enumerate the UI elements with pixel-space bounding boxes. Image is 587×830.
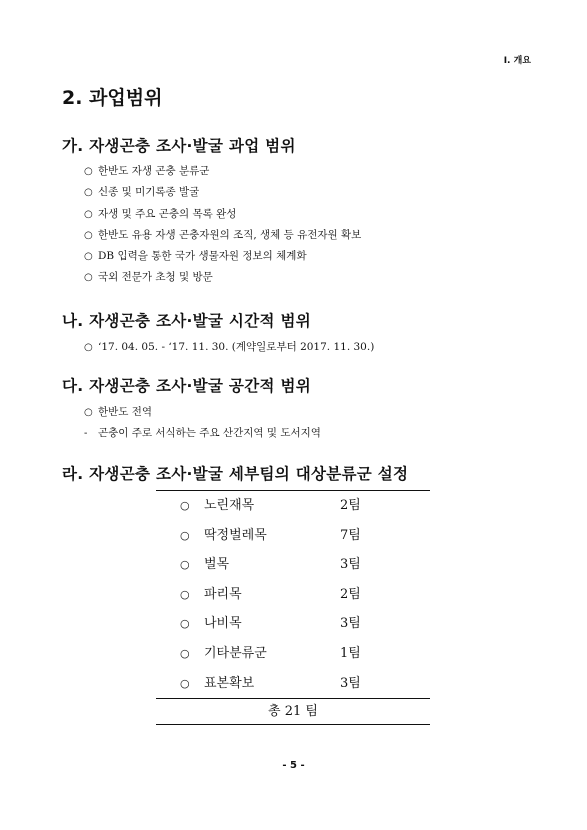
section-heading: 다. 자생곤충 조사·발굴 공간적 범위 xyxy=(62,377,311,395)
table-row xyxy=(156,550,430,580)
circle-bullet-icon: ○ xyxy=(180,676,190,690)
section-heading: 라. 자생곤충 조사·발굴 세부팀의 대상분류군 설정 xyxy=(62,465,409,483)
circle-bullet-icon: ○ xyxy=(84,229,93,241)
list-item xyxy=(62,225,361,246)
circle-bullet-icon: ○ xyxy=(84,208,93,220)
table-row xyxy=(156,491,430,521)
list-item-text: 자생 및 주요 곤충의 목록 완성 xyxy=(98,207,237,220)
list-item-text: 곤충이 주로 서식하는 주요 산간지역 및 도서지역 xyxy=(98,427,321,440)
team-count: 3팀 xyxy=(340,675,361,691)
list-item xyxy=(62,402,321,423)
circle-bullet-icon: ○ xyxy=(180,558,190,572)
list-item xyxy=(62,204,361,225)
list-item-text: 한반도 자생 곤충 분류군 xyxy=(98,165,210,177)
taxon-name: 노린재목 xyxy=(204,498,255,513)
taxon-name: 벌목 xyxy=(204,557,230,573)
page-title: 2. 과업범위 xyxy=(62,87,163,109)
table-row xyxy=(156,669,430,699)
dash-bullet-icon: - xyxy=(84,428,88,440)
section-heading: 나. 자생곤충 조사·발굴 시간적 범위 xyxy=(62,312,311,330)
taxon-name: 나비목 xyxy=(204,616,242,632)
section-heading: 가. 자생곤충 조사·발굴 과업 범위 xyxy=(62,137,296,155)
circle-bullet-icon: ○ xyxy=(84,187,93,199)
list-item xyxy=(62,337,374,358)
taxon-name: 딱정벌레목 xyxy=(204,527,267,543)
list-item xyxy=(62,161,361,182)
taxon-name: 기타분류군 xyxy=(204,645,267,661)
list-item xyxy=(62,423,321,444)
list-item xyxy=(62,246,361,267)
chapter-header: Ⅰ. 개요 xyxy=(503,56,531,66)
circle-bullet-icon: ○ xyxy=(84,407,93,418)
list-item-text: 한반도 전역 xyxy=(98,406,153,418)
team-count: 2팀 xyxy=(340,586,361,602)
section-spatial-scope xyxy=(62,374,321,445)
team-count: 3팀 xyxy=(340,557,361,573)
team-count: 1팀 xyxy=(340,645,361,661)
bullet-list xyxy=(62,402,321,445)
list-item-text: 신종 및 미기록종 발굴 xyxy=(98,186,200,199)
bullet-list xyxy=(62,161,361,289)
taxon-name: 파리목 xyxy=(204,586,242,602)
list-item xyxy=(62,182,361,203)
circle-bullet-icon: ○ xyxy=(84,272,93,284)
circle-bullet-icon: ○ xyxy=(84,166,93,177)
section-scope xyxy=(62,134,361,289)
list-item-text: 한반도 유용 자생 곤충자원의 조직, 생체 등 유전자원 확보 xyxy=(98,228,362,241)
circle-bullet-icon: ○ xyxy=(180,499,190,512)
team-count: 3팀 xyxy=(340,616,361,632)
circle-bullet-icon: ○ xyxy=(180,528,190,542)
table-row xyxy=(156,580,430,610)
list-item xyxy=(62,267,361,288)
bullet-list xyxy=(62,337,374,358)
table-row xyxy=(156,639,430,669)
circle-bullet-icon: ○ xyxy=(180,646,190,660)
section-team-assignment xyxy=(62,462,408,484)
team-count: 7팀 xyxy=(340,527,361,543)
circle-bullet-icon: ○ xyxy=(84,251,93,263)
list-item-text: ‘17. 04. 05. - ‘17. 11. 30. (계약일로부터 2017. 11. 30.) xyxy=(98,341,375,353)
table-total: 총 21 팀 xyxy=(156,698,430,725)
circle-bullet-icon: ○ xyxy=(180,617,190,631)
team-table xyxy=(156,490,430,725)
list-item-text: DB 입력을 통한 국가 생물자원 정보의 체계화 xyxy=(98,250,307,263)
circle-bullet-icon: ○ xyxy=(180,587,190,601)
table-row xyxy=(156,609,430,639)
team-count: 2팀 xyxy=(340,498,361,513)
taxon-name: 표본확보 xyxy=(204,675,255,691)
page-number: - 5 - xyxy=(282,760,305,771)
list-item-text: 국외 전문가 초청 및 방문 xyxy=(98,271,213,284)
table-row xyxy=(156,521,430,551)
section-temporal-scope xyxy=(62,309,374,358)
circle-bullet-icon: ○ xyxy=(84,342,93,353)
